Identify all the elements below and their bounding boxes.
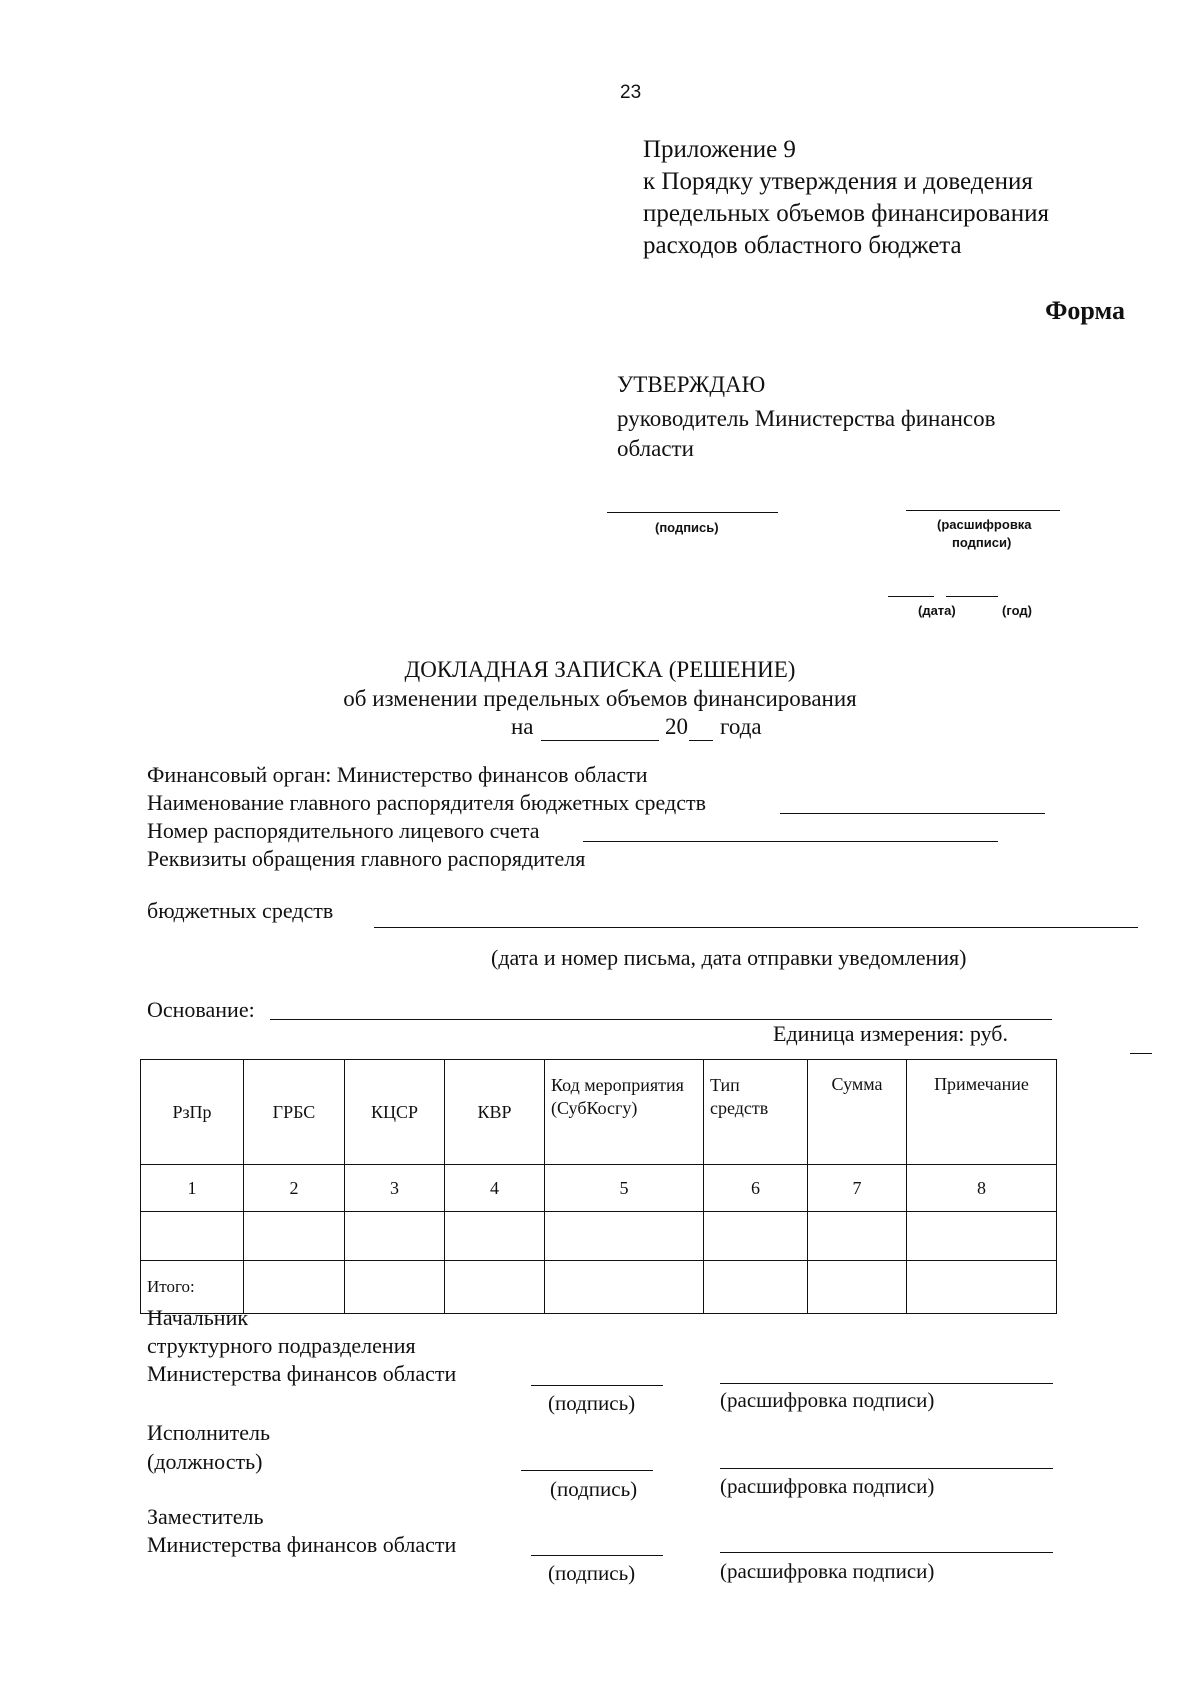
- signer-2-line-2: (должность): [147, 1449, 263, 1474]
- approval-decoding-line: [906, 510, 1060, 511]
- table-cell: [345, 1212, 445, 1261]
- number-cell: 5: [545, 1165, 704, 1212]
- letter-caption: (дата и номер письма, дата отправки уведомления): [491, 945, 967, 970]
- table-cell: [345, 1261, 445, 1314]
- appendix-line-1: Приложение 9: [643, 136, 796, 163]
- header-cell: Примечание: [907, 1060, 1057, 1165]
- table-cell: [141, 1212, 244, 1261]
- document-subtitle: об изменении предельных объемов финансирования: [343, 686, 857, 711]
- number-cell: 8: [907, 1165, 1057, 1212]
- signer-1-signature-line: [531, 1385, 663, 1386]
- approval-date-caption: (дата): [918, 603, 956, 618]
- basis-blank: [270, 1019, 1052, 1020]
- budget-funds-blank: [374, 927, 1138, 928]
- table-cell: [808, 1212, 907, 1261]
- form-label: Форма: [1045, 296, 1125, 325]
- approval-heading: УТВЕРЖДАЮ: [617, 372, 766, 397]
- table-cell: [704, 1212, 808, 1261]
- appendix-line-4: расходов областного бюджета: [643, 232, 962, 259]
- header-cell: КЦСР: [345, 1060, 445, 1165]
- report-table: [140, 1059, 1057, 1314]
- signer-1-line-3: Министерства финансов области: [147, 1361, 457, 1386]
- approval-decoding-caption-1: (расшифровка: [937, 517, 1032, 532]
- appendix-line-3: предельных объемов финансирования: [643, 200, 1049, 227]
- approval-decoding-caption-2: подписи): [952, 535, 1012, 550]
- table-cell: [445, 1212, 545, 1261]
- signer-3-line-2: Министерства финансов области: [147, 1532, 457, 1557]
- title-year: 20: [665, 714, 688, 739]
- main-manager-blank: [780, 813, 1045, 814]
- table-total-row: [141, 1261, 1057, 1314]
- title-year-suffix: года: [720, 714, 762, 739]
- header-cell: ГРБС: [244, 1060, 345, 1165]
- account-number-blank: [583, 841, 998, 842]
- signer-2-signature-caption: (подпись): [550, 1477, 638, 1501]
- approval-year-line: [946, 596, 998, 597]
- title-date-blank: [541, 740, 659, 741]
- header-cell: Сумма: [808, 1060, 907, 1165]
- header-cell: КВР: [445, 1060, 545, 1165]
- unit-label: Единица измерения: руб.: [773, 1021, 1008, 1046]
- account-number-label: Номер распорядительного лицевого счета: [147, 818, 540, 843]
- document-title: ДОКЛАДНАЯ ЗАПИСКА (РЕШЕНИЕ): [404, 657, 796, 682]
- table-cell: [808, 1261, 907, 1314]
- table-cell: [545, 1261, 704, 1314]
- signer-2-signature-line: [521, 1470, 653, 1471]
- approval-date-line: [888, 596, 934, 597]
- approval-year-caption: (год): [1002, 603, 1032, 618]
- number-cell: 1: [141, 1165, 244, 1212]
- table-cell: [907, 1212, 1057, 1261]
- financial-body: Финансовый орган: Министерство финансов области: [147, 762, 648, 787]
- signer-2-decoding-caption: (расшифровка подписи): [720, 1474, 935, 1498]
- signer-3-decoding-line: [720, 1552, 1053, 1553]
- number-cell: 6: [704, 1165, 808, 1212]
- signer-1-line-1: Начальник: [147, 1305, 249, 1330]
- approval-position-line-2: области: [617, 436, 694, 461]
- signer-3-decoding-caption: (расшифровка подписи): [720, 1559, 935, 1583]
- signer-2-decoding-line: [720, 1468, 1053, 1469]
- signer-2-line-1: Исполнитель: [147, 1420, 271, 1445]
- table-cell: [244, 1212, 345, 1261]
- table-cell: [704, 1261, 808, 1314]
- table-cell: [545, 1212, 704, 1261]
- header-cell: Тип средств: [704, 1060, 808, 1165]
- table-cell: [445, 1261, 545, 1314]
- signer-1-decoding-caption: (расшифровка подписи): [720, 1388, 935, 1412]
- title-year-blank: [689, 740, 713, 741]
- request-details-label: Реквизиты обращения главного распорядителя: [147, 846, 586, 871]
- signer-1-signature-caption: (подпись): [548, 1391, 636, 1415]
- basis-label: Основание:: [147, 997, 255, 1022]
- number-cell: 3: [345, 1165, 445, 1212]
- table-header-row: [141, 1060, 1057, 1165]
- main-manager-label: Наименование главного распорядителя бюджетных средств: [147, 790, 706, 815]
- approval-position-line-1: руководитель Министерства финансов: [617, 406, 996, 431]
- number-cell: 2: [244, 1165, 345, 1212]
- margin-mark: [1130, 1053, 1152, 1054]
- table-cell: [907, 1261, 1057, 1314]
- appendix-line-2: к Порядку утверждения и доведения: [643, 168, 1033, 195]
- page-number: 23: [620, 82, 642, 103]
- signer-3-signature-line: [531, 1555, 663, 1556]
- approval-signature-line: [607, 512, 778, 513]
- signer-1-line-2: структурного подразделения: [147, 1333, 416, 1358]
- signer-3-signature-caption: (подпись): [548, 1561, 636, 1585]
- approval-signature-caption: (подпись): [655, 520, 719, 535]
- total-label: Итого:: [141, 1261, 244, 1314]
- header-cell: РзПр: [141, 1060, 244, 1165]
- number-cell: 4: [445, 1165, 545, 1212]
- budget-funds-label: бюджетных средств: [147, 898, 334, 923]
- table-cell: [244, 1261, 345, 1314]
- signer-1-decoding-line: [720, 1383, 1053, 1384]
- title-date-prefix: на: [511, 714, 534, 739]
- header-cell: Код мероприятия (СубКосгу): [545, 1060, 704, 1165]
- table-data-row: [141, 1212, 1057, 1261]
- signer-3-line-1: Заместитель: [147, 1504, 264, 1529]
- table-number-row: [141, 1165, 1057, 1212]
- number-cell: 7: [808, 1165, 907, 1212]
